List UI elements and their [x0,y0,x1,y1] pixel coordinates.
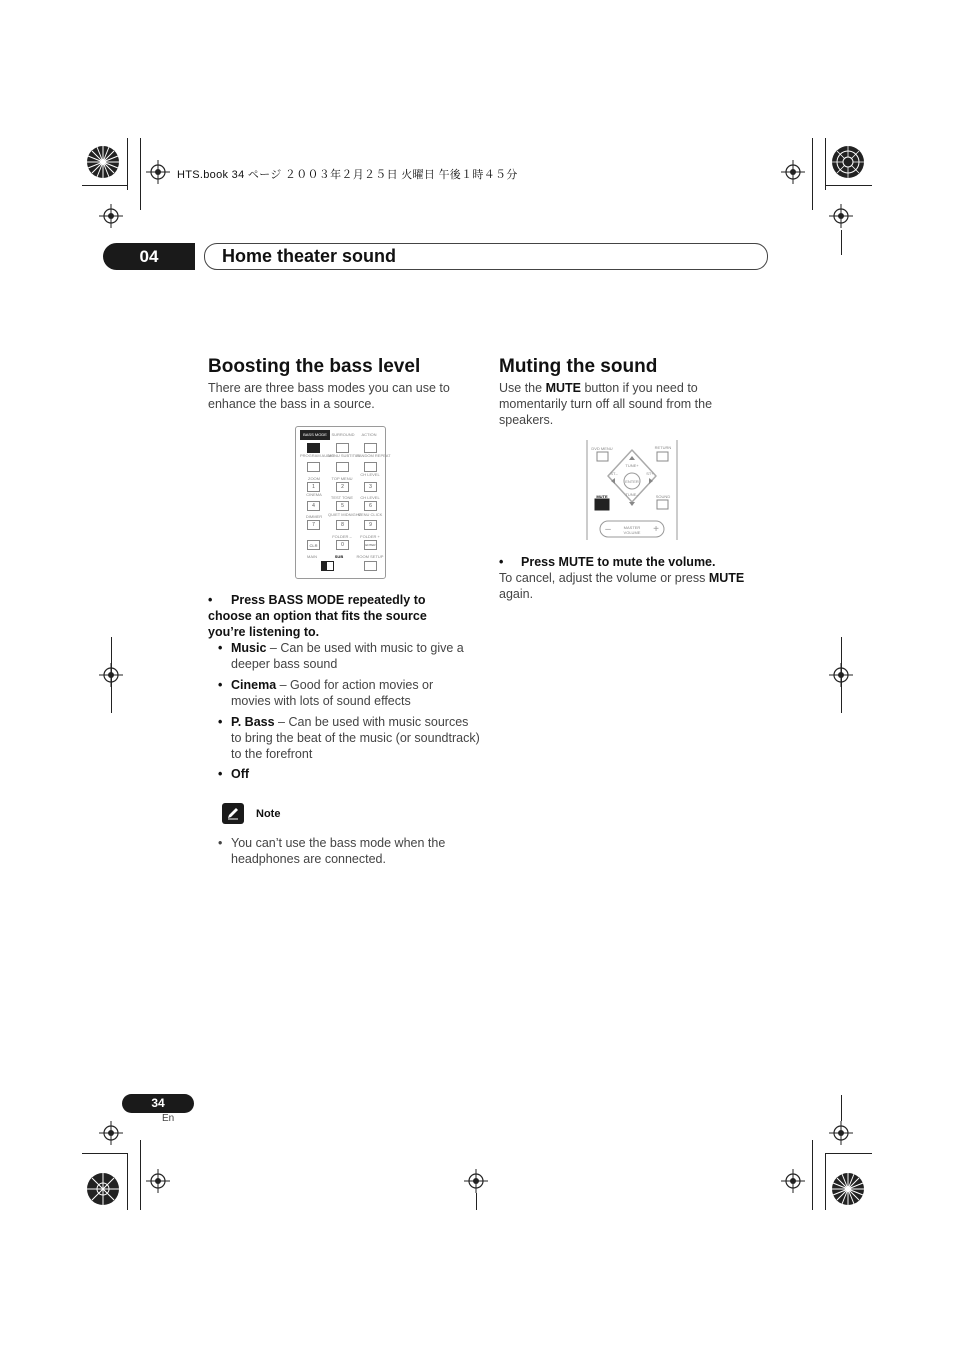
crop-line [825,138,826,190]
remote-number-key: 0 [336,540,349,550]
crop-line [476,1193,477,1210]
crop-line [825,1153,826,1210]
crosshair-mark-icon [781,1169,805,1193]
crosshair-mark-icon [99,1121,123,1145]
option-desc: – Can be used with music to give a deeper bass sound [231,641,464,671]
remote-label: CINEMA [306,492,322,497]
crop-line [812,1140,813,1210]
bass-section-title: Boosting the bass level [208,356,421,377]
crop-line [826,1153,872,1154]
master-volume-label: MASTER VOLUME [623,525,641,535]
surround-label: SURROUND [331,432,355,437]
bass-remote-illustration [295,426,391,579]
option-name: Cinema [231,678,277,692]
crosshair-mark-icon [829,1121,853,1145]
registration-target-icon [86,145,120,179]
remote-label: PROGRAM AUDIO [300,453,335,458]
remote-number-key: 3 [364,482,377,492]
crosshair-mark-icon [829,204,853,228]
remote-number-key: 5 [336,501,349,511]
note-item: • You can’t use the bass mode when the headphones are connected. [218,835,476,851]
remote-label: DIMMER [305,514,323,519]
remote-button [336,462,349,472]
volume-plus-icon: + [653,524,659,535]
mute-key-label: MUTE [596,494,608,499]
mute-cancel-text: To cancel, adjust the volume or press MUTE again. [499,571,745,601]
mute-section-title: Muting the sound [499,356,658,377]
remote-label: MENU SUBTITLE [328,453,361,458]
remote-label: CH LEVEL [360,495,380,500]
remote-number-key: 4 [307,501,320,511]
page-number-badge: 34 [122,1094,194,1113]
remote-label: FOLDER + [360,534,380,539]
remote-label: CH LEVEL [360,472,380,477]
crosshair-mark-icon [146,160,170,184]
crop-line [841,637,842,713]
remote-number-key: 2 [336,482,349,492]
bass-step-bullet: • [208,593,213,607]
registration-target-icon [831,1172,865,1206]
option-name: P. Bass [231,715,275,729]
crop-line [127,1153,128,1210]
remote-clear-key: CLR [307,540,320,550]
remote-label: ROOM SETUP [356,554,384,559]
crop-line [826,185,872,186]
st-plus-label: ST+ [646,471,654,476]
bass-option-item: • Cinema – Good for action movies or movies with lots of sound effects [218,678,434,708]
remote-button [336,443,349,453]
remote-number-key: 8 [336,520,349,530]
remote-label: TOP MENU [331,476,353,481]
crosshair-mark-icon [781,160,805,184]
dvd-menu-label: DVD MENU [591,446,613,451]
bass-mode-key-label: BASS MODE [303,432,327,437]
option-desc: – Can be used with music sources to bring the beat of the music (or soundtrack) to the forefront [231,715,480,761]
remote-number-key: 6 [364,501,377,511]
bass-step-text: Press BASS MODE repeatedly to choose an option that fits the source you’re listening to. [208,593,427,639]
remote-button [307,462,320,472]
registration-target-icon [831,145,865,179]
option-name: Off [231,767,250,781]
st-minus-label: ST– [610,471,618,476]
bass-option-item: • Off [218,767,250,781]
registration-target-icon [86,1172,120,1206]
mute-remote-illustration [584,440,680,544]
remote-button [364,561,377,571]
bass-option-item: • P. Bass – Can be used with music sources to bring the beat of the music (or soundtrack) to the forefront [218,715,480,761]
note-pencil-icon [222,803,244,824]
crop-line [140,1140,141,1210]
crop-line [812,138,813,210]
print-info-header: HTS.book 34 ページ ２００３年２月２５日 火曜日 午後１時４５分 [177,169,518,181]
bass-mode-key-highlight [300,430,330,440]
action-label: ACTION [361,432,377,437]
crop-line [82,1153,127,1154]
bass-mode-button [307,443,320,453]
tune-minus-label: TUNE– [625,492,639,497]
crosshair-mark-icon [99,204,123,228]
bass-intro-text: There are three bass modes you can use to enhance the bass in a source. [208,381,450,411]
crop-line [111,637,112,713]
switch-knob [322,562,327,570]
crop-line [841,1095,842,1121]
remote-label: MAIN [307,554,317,559]
remote-enter-key: ENTER [364,540,377,550]
mute-step-bullet: • [499,555,504,569]
mute-intro-text: Use the MUTE button if you need to momentarily turn off all sound from the speakers. [499,381,713,427]
remote-button [364,443,377,453]
remote-number-key: 9 [364,520,377,530]
volume-minus-icon: – [605,524,611,535]
note-label: Note [256,808,281,820]
remote-number-key: 1 [307,482,320,492]
main-sub-switch [321,561,334,571]
remote-label: RANDOM REPEAT [356,453,391,458]
remote-label: FOLDER – [332,534,352,539]
remote-label: MENU CLICK [357,512,383,517]
sound-label: SOUND [655,494,671,499]
tune-plus-label: TUNE+ [625,463,639,468]
remote-label: ZOOM [308,476,320,481]
bass-option-item: • Music – Can be used with music to give a deeper bass sound [218,641,464,671]
crosshair-mark-icon [146,1169,170,1193]
mute-step-text: Press MUTE to mute the volume. [521,555,716,569]
remote-label: TEST TONE [330,495,354,500]
enter-label: ENTER [625,479,639,484]
chapter-number-badge: 04 [103,243,195,270]
option-name: Music [231,641,267,655]
remote-label: SUB [334,554,344,559]
crop-line [82,185,127,186]
crop-line [140,138,141,210]
chapter-title: Home theater sound [222,246,397,266]
return-label: RETURN [654,445,672,450]
remote-number-key: 7 [307,520,320,530]
option-desc: – Good for action movies or movies with lots of sound effects [231,678,434,708]
crosshair-mark-icon [464,1169,488,1193]
crop-line [127,138,128,190]
note-text: You can’t use the bass mode when the headphones are connected. [231,836,446,866]
page-language: En [162,1113,175,1124]
remote-label: QUIET MIDNIGHT [328,512,362,517]
crop-line [841,230,842,255]
remote-button [364,462,377,472]
